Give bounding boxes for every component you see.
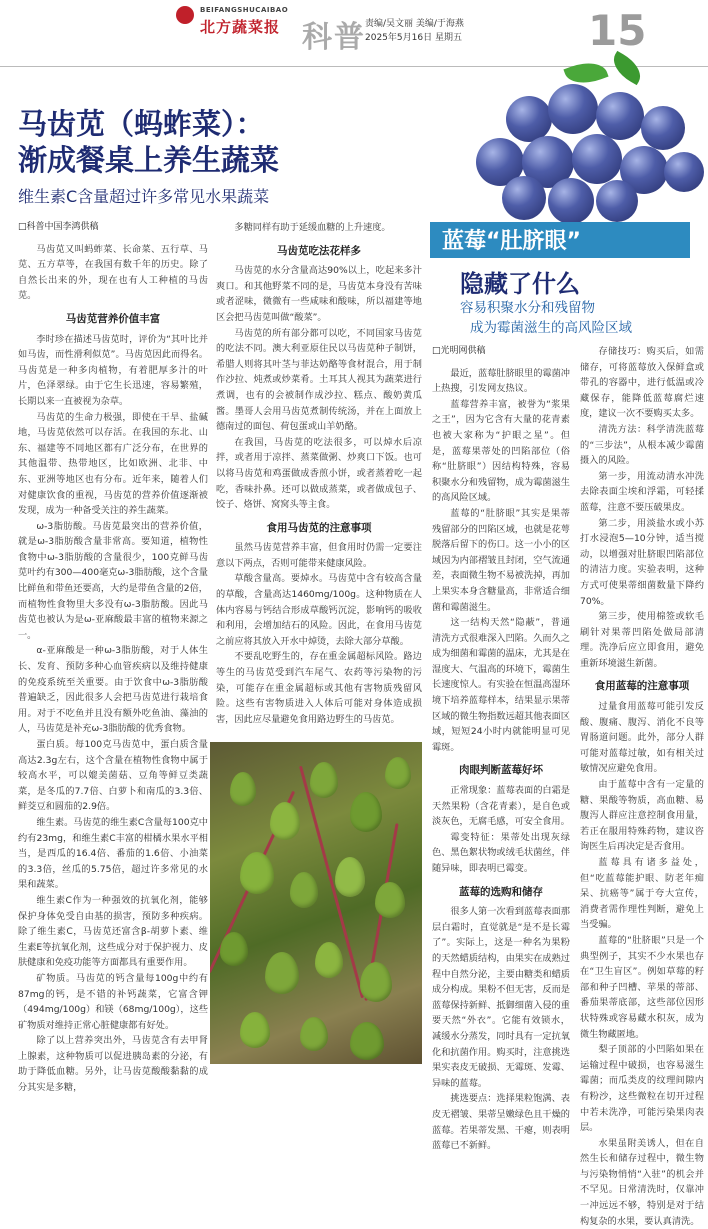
paragraph: 存储技巧：购买后，如需储存，可将蓝莓放入保鲜盒或带孔的容器中，进行低温或冷藏保存，能降低蓝莓腐烂速度，建议一次不要购买太多。 xyxy=(580,346,704,420)
masthead xyxy=(0,0,708,64)
article1-headline xyxy=(18,106,428,207)
section-heading: 蓝莓的选购和储存 xyxy=(459,885,543,898)
section-heading: 食用蓝莓的注意事项 xyxy=(594,680,690,693)
paragraph: 在我国，马齿苋的吃法很多，可以焯水后凉拌，或者用于凉拌、蒸菜做粥、炒爽口下饭。也可以将马齿苋和鸡蛋做成香煎小饼，或者蒸着吃一起吃，香味扑鼻。还可以做成蒸菜，或者做成包子、饺子、烙饼、窝窝头等主食。 xyxy=(216,436,422,511)
paragraph: 不要乱吃野生的，存在重金属超标风险。路边等生的马齿苋受到汽车尾气、农药等污染物的污染，可能存在重金属超标或其他有害物质残留风险。这些有害物质进入人体后可能对身体造成损害，因此应尽量避免食用路边野生的马齿苋。 xyxy=(216,651,422,725)
paragraph: 这一结构天然“隐蔽”，普通清洗方式很难深入凹陷。久而久之成为细菌和霉菌的温床，尤其是在湿度大、气温高的环境下，霉菌生长速度惊人。有实验在恒温高湿环境下培养蓝莓样本，结果显示果蒂区域的微生物指数远超其他表面区域，短短24小时内就能明显可见霉斑。 xyxy=(432,617,570,753)
article1-subtitle: 维生素C含量超过许多常见水果蔬菜 xyxy=(18,187,270,206)
paragraph: 霉变特征：果蒂处出现灰绿色、黑色絮状物或绒毛状菌丝，伴随异味，即表明已霉变。 xyxy=(432,831,570,874)
paragraph: 多糖同样有助于延缓血糖的上升速度。 xyxy=(234,222,391,233)
paragraph: 除了以上营养突出外，马齿苋含有去甲肾上腺素，这种物质可以促进胰岛素的分泌，有助于降低血糖。另外，让马齿苋酸酸黏黏的成分其实是多糖， xyxy=(18,1035,208,1094)
article2-column1 xyxy=(432,344,570,1154)
editor-line: 责编/吴文丽 美编/于海燕 xyxy=(365,19,464,29)
section-heading: 肉眼判断蓝莓好坏 xyxy=(459,764,543,777)
article2-subtitle-line2: 成为霉菌滋生的高风险区域 xyxy=(470,320,632,336)
section-heading: 食用马齿苋的注意事项 xyxy=(266,521,372,534)
paper-name-cn: 北方蔬菜报 xyxy=(200,18,281,36)
paragraph: 虽然马齿苋营养丰富，但食用时仍需一定要注意以下两点，否则可能带来健康风险。 xyxy=(216,542,422,569)
date-line: 2025年5月16日 星期五 xyxy=(365,33,462,43)
paragraph: 最近，蓝莓肚脐眼里的霉菌冲上热搜，引发网友热议。 xyxy=(432,367,570,395)
paragraph: 草酸含量高。要焯水。马齿苋中含有较高含量的草酸，含量高达1460mg/100g。这种物质在人体内容易与钙结合形成草酸钙沉淀，影响钙的吸收和利用，会增加结石的风险。因此，在食用马齿苋之前应将其放入开水中焯烫，去除大部分草酸。 xyxy=(216,573,422,647)
article1-byline: □科普中国李鸿供稿 xyxy=(18,222,99,232)
paragraph: 蓝莓具有诸多益处，但“吃蓝莓能护眼、防老年痴呆、抗癌等”属于夸大宣传，消费者需作理性判断，避免上当受骗。 xyxy=(580,857,704,931)
paragraph: 蓝莓的“肚脐眼”其实是果蒂残留部分的凹陷区域，也就是花萼脱落后留下的伤口。这一小小的区域因为内部褶皱且封闭，空气流通差，表面微生物不易被洗掉，再加上果实本身含糖量高，非常适合细菌和霉菌滋生。 xyxy=(432,507,570,613)
paragraph: 挑选要点：选择果粒饱满、表皮无褶皱、果蒂呈嫩绿色且干燥的蓝莓。若果蒂发黑、干瘪，则表明蓝莓已不新鲜。 xyxy=(432,1093,570,1152)
paragraph: 第二步，用淡盐水或小苏打水浸泡5—10分钟，适当搅动，以增强对肚脐眼凹陷部位的清洁力度。实验表明，这种方式可使果蒂细菌数量下降约70%。 xyxy=(580,517,704,607)
paragraph: 维生素C作为一种强效的抗氧化剂，能够保护身体免受自由基的损害，预防多种疾病。除了维生素C，马齿苋还富含β-胡萝卜素、维生素E等抗氧化剂，这些成分对于保护视力、皮肤健康和免疫功能等方面都具有重要作用。 xyxy=(18,894,208,969)
paragraph: 维生素。马齿苋的维生素C含量每100克中约有23mg，和维生素C丰富的柑橘水果水平相当，是西瓜的16.4倍、番茄的1.6倍、小油菜的3.3倍，丝瓜的5.75倍，超过许多常见的水果和蔬菜。 xyxy=(18,816,208,891)
article1-title-line1: 马齿苋（蚂蚱菜）： xyxy=(18,107,265,141)
purslane-photo xyxy=(210,742,422,1064)
paragraph: 李时珍在描述马齿苋时，评价为“其叶比并如马齿，而性滑利似苋”。马齿苋因此而得名。马齿苋是一种多肉植物，有着肥厚多汁的叶片，色泽翠绿。由于它生长迅速，容易繁殖，长期以来一直被视为杂草。 xyxy=(18,333,208,407)
paragraph: 马齿苋的生命力极强，即使在干旱、盐碱地，马齿苋依然可以存活。在我国的东北、山东、福建等不同地区都有广泛分布，在世界的其他温带、热带地区，比如欧洲、北非、中东、亚洲等地区也有分布。近年来，随着人们对健康饮食的重视，马齿苋的营养价值逐渐被发现，成为一种备受关注的养生蔬菜。 xyxy=(18,411,208,517)
paragraph: 矿物质。马齿苋的钙含量每100g中约有87mg的钙，是不错的补钙蔬菜，它富含钾（494mg/100g）和镁（68mg/100g），这些矿物质对维持正常心脏健康都有好处。 xyxy=(18,972,208,1031)
paper-name-en: BEIFANGSHUCAIBAO xyxy=(200,6,289,14)
article2-title-line1: 蓝莓“肚脐眼” xyxy=(442,229,581,254)
article2-headline xyxy=(430,222,708,340)
article1-column1 xyxy=(18,220,208,1096)
paragraph: 蛋白质。每100克马齿苋中，蛋白质含量高达2.3g左右，这个含量在植物性食物中属于较高水平，可以媲美菌菇、豆角等鲜豆类蔬菜，是冬瓜的7.7倍、白萝卜和南瓜的3.3倍、鲜茭豆和圆茄的2.9倍。 xyxy=(18,739,208,813)
paragraph: 很多人第一次看到蓝莓表面那层白霜时，直觉就是“是不是长霉了”。实际上，这是一种名为果粉的天然蜡质结构，由果实在成熟过程中自然分泌，主要由糖类和蜡质成分构成。果粉不但无害，反而是蓝莓保持新鲜、抵御细菌入侵的重要天然“外衣”。它能有效锁水，减缓水分蒸发，同时具有一定抗氧化和抗菌作用。购买时，注意挑选果实表皮无破损、无霉斑、发霉、异味的蓝莓。 xyxy=(432,906,570,1089)
section-heading: 马齿苋营养价值丰富 xyxy=(65,312,161,325)
article2-subtitle xyxy=(460,298,632,338)
paragraph: 清洗方法：科学清洗蓝莓的“三步法”，从根本减少霉菌摄入的风险。 xyxy=(580,423,704,467)
paragraph: 梨子顶部的小凹陷如果在运输过程中破损，也容易滋生霉菌；而瓜类皮的纹理间隙内有粉沙，这些微粒在切开过程中若未洗净，可能污染果肉表层。 xyxy=(580,1044,704,1134)
article2-title-line2: 隐藏了什么 xyxy=(460,270,580,298)
article1-column2 xyxy=(216,220,422,727)
blueberry-illustration xyxy=(436,56,708,224)
section-heading: 马齿苋吃法花样多 xyxy=(277,244,361,257)
paragraph: 马齿苋的水分含量高达90%以上，吃起来多汁爽口。和其他野菜不同的是，马齿苋本身没有苦味或者涩味，微微有一些咸味和酸味，所以福建等地区会把马齿苋叫做“酸菜”。 xyxy=(216,265,422,323)
section-label: 科普 xyxy=(302,20,366,55)
paragraph: 蓝莓营养丰富，被誉为“浆果之王”，因为它含有大量的花青素也被大家称为“护眼之星”。但是，蓝莓果蒂处的凹陷部位（俗称“肚脐眼”）因结构特殊，容易积聚水分和残留物，成为霉菌滋生的高风险区域。 xyxy=(432,398,570,504)
page-number: 15 xyxy=(588,6,647,55)
paragraph: 蓝莓的“肚脐眼”只是一个典型例子，其实不少水果也存在“卫生盲区”。例如草莓的籽部和种子凹槽、苹果的蒂部、番茄果蒂底部，这些部位因形状特殊或容易藏水积灰，成为微生物藏匿地。 xyxy=(580,934,704,1040)
paragraph: 过量食用蓝莓可能引发反酸、腹痛、腹泻、消化不良等胃肠道问题。此外，部分人群可能对蓝莓过敏，如有相关过敏情况应避免食用。 xyxy=(580,701,704,775)
paragraph: ω-3脂肪酸。马齿苋最突出的营养价值，就是ω-3脂肪酸含量非常高。要知道，植物性食物中ω-3脂肪酸的含量很少，100克鲜马齿苋叶约有300—400毫克ω-3脂肪酸，这个含量比鲜鱼和带鱼还要高，大约是带鱼含量的2倍，而植物性食物里大多没有ω-3脂肪酸。因此马齿苋也被认为是ω-亚麻酸最丰富的植物来源之一。 xyxy=(18,520,208,641)
paragraph: α-亚麻酸是一种ω-3脂肪酸，对于人体生长、发育、预防多种心血管疾病以及维持健康的免疫系统至关重要。由于饮食中ω-3脂肪酸普遍缺乏，因此很多人会把马齿苋进行栽培食用。对于不吃鱼并且没有额外吃鱼油、藻油的人，马齿苋是补充ω-3脂肪酸的优秀食物。 xyxy=(18,645,208,735)
article2-byline: □光明网供稿 xyxy=(432,346,486,356)
paragraph: 马齿苋的所有部分都可以吃，不同国家马齿苋的吃法不同。澳大利亚原住民以马齿苋种子制饼，希腊人则将其叶茎与菲达奶酪等食材混合，用于制作沙拉、炖煮或炒菜肴。土耳其人视其为蔬菜进行煮调，也有的会被制作成沙拉、糕点、酸奶黄瓜酱。墨哥人会用马齿苋煮制传统汤，并在上面放上德南过的面包、荷包蛋或山羊奶酪。 xyxy=(216,327,422,433)
article1-title-line2: 渐成餐桌上养生蔬菜 xyxy=(18,143,280,177)
paragraph: 马齿苋又叫蚂蚱菜、长命菜、五行草、马苋、五方草等，在我国有数千年的历史。除了自然长出来的外，现在也有人工种植的马齿苋。 xyxy=(18,243,208,302)
logo-pin-icon xyxy=(176,6,194,24)
paragraph: 由于蓝莓中含有一定量的糖、果酸等物质，高血糖、易腹泻人群应注意控制食用量，若正在服用特殊药物，建议咨询医生后再决定是否食用。 xyxy=(580,779,704,853)
paragraph: 水果虽附美诱人，但在自然生长和储存过程中，微生物与污染物悄悄“入驻”的机会并不罕见。日常清洗时，仅靠冲一冲远远不够，特别是对于结构复杂的水果，要认真清洗。 xyxy=(580,1137,704,1227)
article2-column2 xyxy=(580,344,704,1229)
article2-subtitle-line1: 容易积聚水分和残留物 xyxy=(460,300,595,316)
paragraph: 第三步，使用棉签或软毛刷针对果蒂凹陷处做局部清理。洗净后应立即食用，避免重新环境滋生新菌。 xyxy=(580,611,704,669)
paragraph: 正常现象：蓝莓表面的白霜是天然果粉（含花青素），是自色或淡灰色，无腐毛感，可安全食用。 xyxy=(432,785,570,828)
paragraph: 第一步，用流动清水冲洗去除表面尘埃和浮霜，可轻揉蓝莓，注意不要压破果皮。 xyxy=(580,470,704,513)
